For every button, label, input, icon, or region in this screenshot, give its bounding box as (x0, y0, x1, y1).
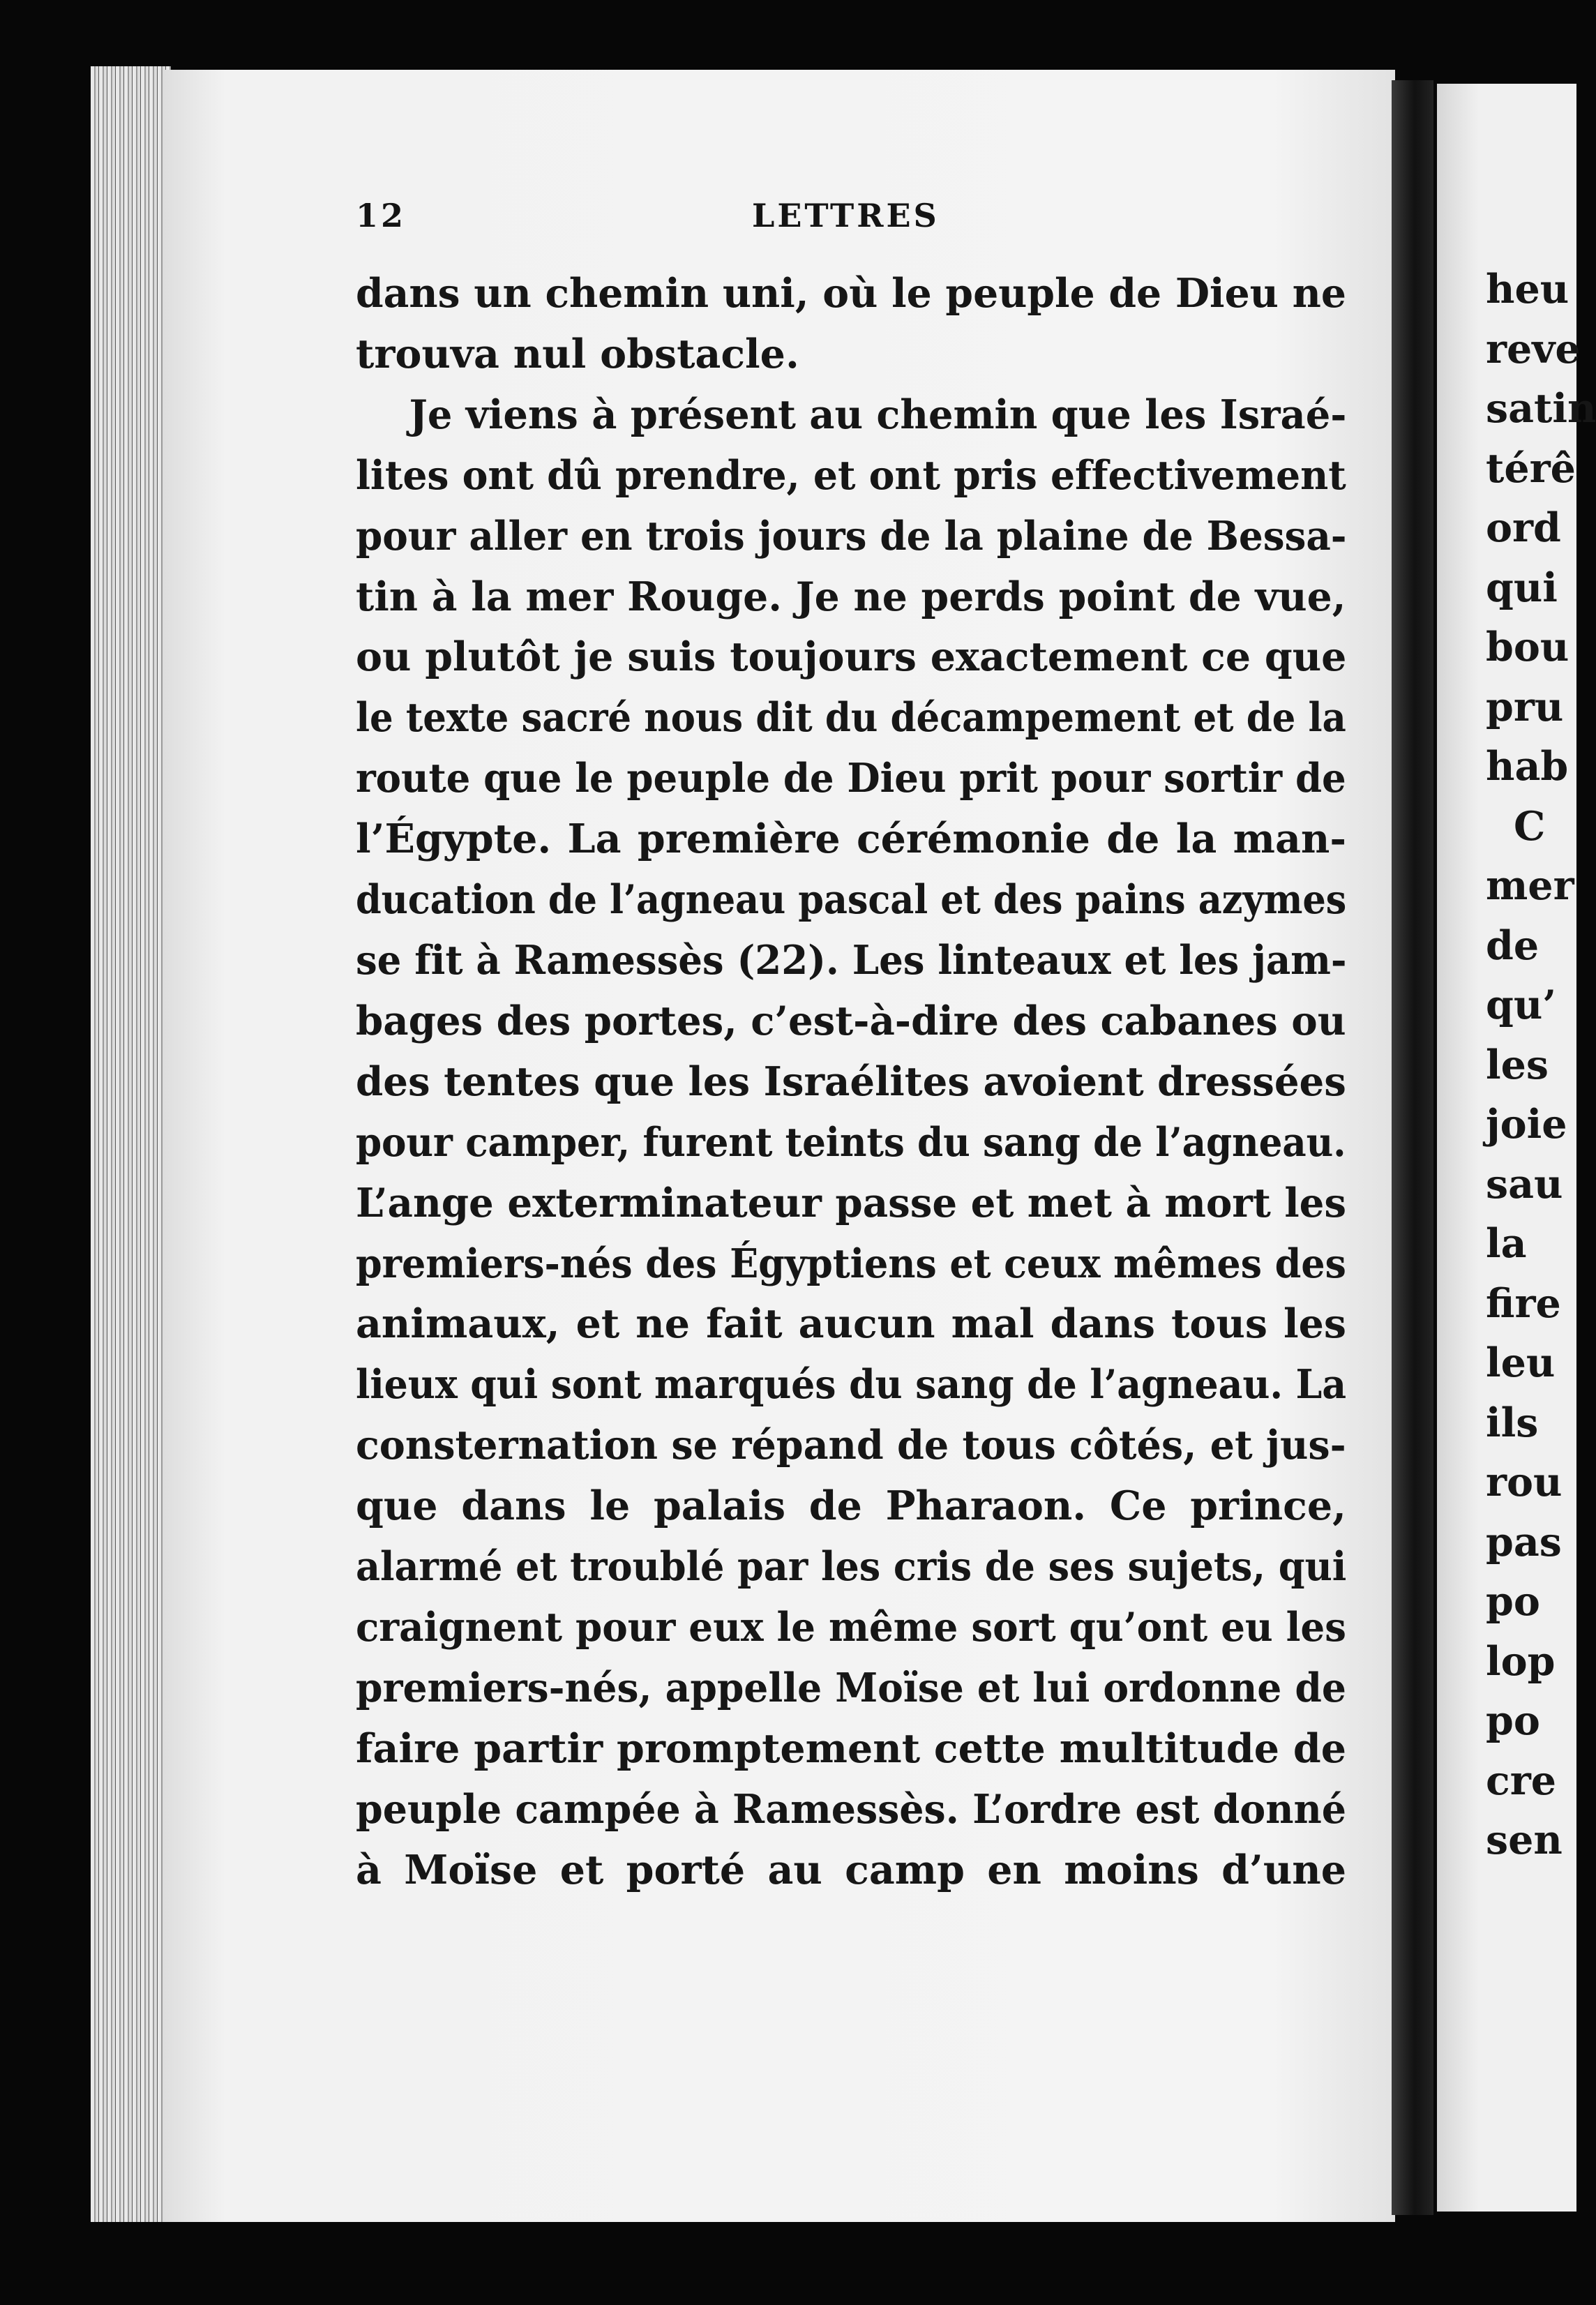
text-line: ou plutôt je suis toujours exactement ce que (356, 633, 1347, 681)
facing-line: pas (1486, 1518, 1562, 1566)
book-spine-edge (91, 66, 171, 2222)
facing-line: hab (1486, 743, 1569, 790)
facing-line: mer (1486, 862, 1574, 909)
text-line: alarmé et troublé par les cris de ses sujets, qui (356, 1543, 1347, 1591)
text-line: pour aller en trois jours de la plaine de Bessa- (356, 512, 1347, 560)
text-line: lites ont dû prendre, et ont pris effectivement (356, 451, 1346, 499)
page-number: 12 (356, 197, 407, 234)
facing-line: qui (1486, 564, 1558, 611)
text-line: trouva nul obstacle. (356, 330, 799, 377)
text-line: craignent pour eux le même sort qu’ont eu les (356, 1603, 1346, 1651)
facing-line: de (1486, 922, 1539, 969)
text-line: lieux qui sont marqués du sang de l’agneau. La (356, 1361, 1346, 1409)
facing-line: lop (1486, 1637, 1556, 1685)
facing-line: pru (1486, 683, 1564, 730)
text-line: à Moïse et porté au camp en moins d’une (356, 1846, 1346, 1893)
book-gutter (1392, 80, 1433, 2215)
text-line: faire partir promptement cette multitude de (356, 1725, 1346, 1772)
text-line: Je viens à présent au chemin que les Israé- (409, 391, 1347, 438)
facing-line: qu’ (1486, 982, 1557, 1028)
facing-line: C (1514, 802, 1546, 850)
facing-line: leu (1486, 1339, 1556, 1386)
facing-line: reve (1486, 325, 1581, 373)
text-line: animaux, et ne fait aucun mal dans tous les (356, 1300, 1346, 1348)
text-line: bages des portes, c’est-à-dire des cabanes ou (356, 997, 1346, 1044)
facing-line: sen (1486, 1817, 1563, 1863)
facing-line: joie (1486, 1101, 1567, 1148)
text-line: se fit à Ramessès (22). Les linteaux et les jam- (356, 936, 1347, 984)
facing-line: po (1486, 1578, 1540, 1625)
text-line: dans un chemin uni, où le peuple de Dieu ne (356, 270, 1346, 317)
text-line: peuple campée à Ramessès. L’ordre est donné (356, 1785, 1346, 1833)
text-line: L’ange exterminateur passe et met à mort les (356, 1179, 1347, 1226)
text-line: ducation de l’agneau pascal et des pains azymes (356, 876, 1347, 924)
text-line: route que le peuple de Dieu prit pour sortir de (356, 755, 1346, 802)
facing-line: la (1486, 1220, 1527, 1267)
facing-line: cre (1486, 1757, 1557, 1804)
running-head: LETTRES (752, 197, 940, 234)
facing-line: les (1486, 1041, 1549, 1088)
facing-line: ils (1486, 1399, 1539, 1446)
facing-line: ord (1486, 504, 1561, 551)
text-line: premiers-nés, appelle Moïse et lui ordonne de (356, 1664, 1346, 1711)
facing-line: sau (1486, 1160, 1563, 1208)
text-line: tin à la mer Rouge. Je ne perds point de vue, (356, 573, 1346, 620)
text-line: pour camper, furent teints du sang de l’agneau. (356, 1118, 1346, 1166)
facing-line: satin (1486, 385, 1596, 432)
text-line: que dans le palais de Pharaon. Ce prince, (356, 1482, 1346, 1530)
facing-line: fire (1486, 1279, 1561, 1327)
page-header (356, 197, 1346, 246)
facing-line: heu (1486, 266, 1569, 313)
facing-line: rou (1486, 1459, 1563, 1506)
facing-line: bou (1486, 624, 1569, 670)
text-line: l’Égypte. La première cérémonie de la man- (356, 816, 1346, 863)
facing-page-text (1486, 260, 1596, 1870)
facing-line: térê (1486, 444, 1576, 492)
facing-line: po (1486, 1697, 1540, 1744)
text-line: des tentes que les Israélites avoient dressées (356, 1058, 1346, 1105)
text-line: le texte sacré nous dit du décampement et de la (356, 694, 1346, 742)
page-body (356, 264, 1346, 1900)
text-line: premiers-nés des Égyptiens et ceux mêmes des (356, 1240, 1346, 1287)
text-line: consternation se répand de tous côtés, et jus- (356, 1422, 1346, 1469)
